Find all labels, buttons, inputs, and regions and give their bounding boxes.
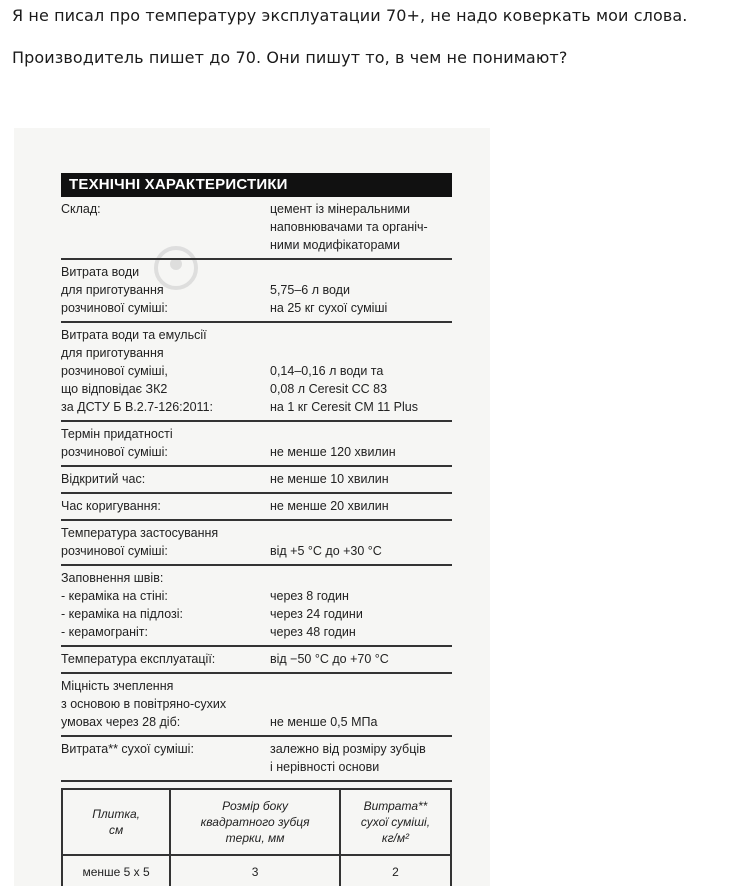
attached-image[interactable]: [14, 128, 490, 886]
post-text-line-2: Производитель пишет до 70. Они пишут то, в чем не понимают?: [12, 48, 568, 67]
spec-row-composition: [61, 197, 452, 260]
spec-row-pot-life: [61, 422, 452, 467]
spec-label: Час коригування:: [61, 499, 161, 513]
spec-label: Витрата води для приготування розчинової суміші:: [61, 265, 168, 315]
spec-label: Заповнення швів: - кераміка на стіні: - кераміка на підлозі: - керамограніт:: [61, 571, 184, 639]
spec-row-adhesion: [61, 674, 452, 737]
spec-label: Склад:: [61, 202, 101, 216]
spec-row-joint-filling: [61, 566, 452, 647]
spec-value: не менше 20 хвилин: [270, 499, 389, 513]
spec-value: 0,14–0,16 л води та 0,08 л Ceresit CC 83 на 1 кг Ceresit CM 11 Plus: [270, 364, 418, 414]
spec-sheet: [61, 173, 452, 886]
spec-value: не менше 120 хвилин: [270, 445, 396, 459]
spec-label: Температура застосування розчинової суміші:: [61, 526, 219, 558]
spec-value: не менше 10 хвилин: [270, 472, 389, 486]
spec-label: Міцність зчеплення з основою в повітряно-сухих умовах через 28 діб:: [61, 679, 227, 729]
spec-row-open-time: [61, 467, 452, 494]
table-header-cell: Розмір боку квадратного зубця терки, мм: [170, 789, 340, 855]
spec-row-consumption: [61, 737, 452, 782]
spec-value: через 8 годин через 24 години через 48 годин: [270, 589, 363, 639]
table-header-row: [62, 789, 451, 855]
spec-row-operating-temp: [61, 647, 452, 674]
spec-value: від −50 °С до +70 °С: [270, 652, 389, 666]
spec-row-application-temp: [61, 521, 452, 566]
spec-value: від +5 °С до +30 °С: [270, 544, 382, 558]
spec-label: Витрата** сухої суміші:: [61, 742, 194, 756]
consumption-table: [61, 788, 452, 886]
table-row: [62, 855, 451, 886]
spec-value: залежно від розміру зубців і нерівності основи: [270, 742, 426, 774]
table-header-cell: Плитка, см: [62, 789, 170, 855]
spec-row-correction-time: [61, 494, 452, 521]
spec-sheet-header: ТЕХНІЧНІ ХАРАКТЕРИСТИКИ: [61, 173, 452, 197]
post-text-line-1: Я не писал про температуру эксплуатации 70+, не надо коверкать мои слова.: [12, 6, 688, 25]
spec-row-water-emulsion: [61, 323, 452, 422]
spec-label: Температура експлуатації:: [61, 652, 216, 666]
table-cell: менше 5 х 5: [62, 855, 170, 886]
spec-row-water: [61, 260, 452, 323]
spec-label: Відкритий час:: [61, 472, 146, 486]
spec-value: 5,75–6 л води на 25 кг сухої суміші: [270, 283, 388, 315]
table-cell: 2: [340, 855, 451, 886]
table-cell: 3: [170, 855, 340, 886]
spec-value: не менше 0,5 МПа: [270, 715, 378, 729]
spec-label: Термін придатності розчинової суміші:: [61, 427, 173, 459]
table-header-cell: Витрата** сухої суміші, кг/м²: [340, 789, 451, 855]
spec-label: Витрата води та емульсії для приготування розчинової суміші, що відповідає ЗК2 за ДСТУ Б В.2.7-126:2011:: [61, 328, 213, 414]
spec-value: цемент із мінеральними наповнювачами та органіч- ними модифікаторами: [270, 202, 428, 252]
